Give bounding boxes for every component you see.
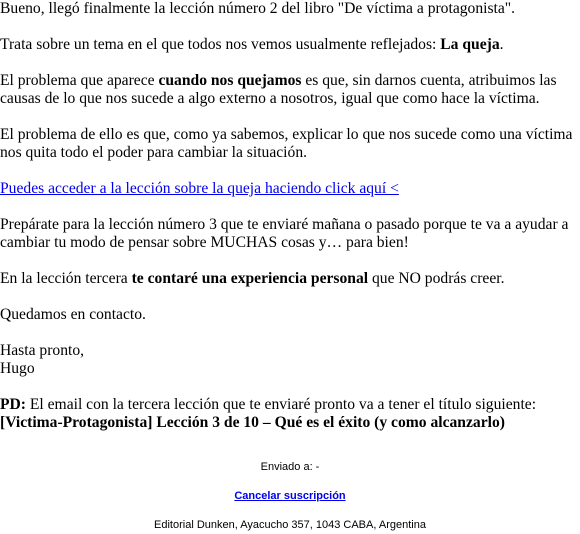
paragraph-topic-end: .	[499, 36, 504, 53]
sent-to-text: Enviado a: -	[260, 461, 320, 473]
signoff-block	[0, 342, 578, 378]
unsubscribe-row	[0, 490, 580, 503]
signoff: Hasta pronto,	[0, 342, 85, 359]
postscript	[0, 396, 578, 432]
paragraph-problem-end: es que, sin darnos cuenta, atribuimos las causas de lo que nos sucede a algo externo a nosotros, igual que como hace la víctima.	[0, 72, 557, 107]
next-subject: [Victima-Protagonista] Lección 3 de 10 – Qué es el éxito (y como alcanzarlo)	[0, 414, 505, 431]
sender-address: Editorial Dunken, Ayacucho 357, 1043 CABA, Argentina	[154, 519, 426, 531]
postscript-text: El email con la tercera lección que te enviaré pronto va a tener el título siguiente:	[25, 396, 537, 413]
paragraph-problem-start: El problema que aparece	[0, 72, 159, 89]
paragraph-topic-text: Trata sobre un tema en el que todos nos vemos usualmente reflejados:	[0, 36, 441, 53]
unsubscribe-link[interactable]: Cancelar suscripción	[234, 490, 346, 502]
paragraph-link	[0, 180, 578, 198]
problem-bold: cuando nos quejamos	[158, 72, 302, 89]
signature: Hugo	[0, 360, 35, 377]
paragraph-experience	[0, 270, 578, 288]
paragraph-experience-end: que NO podrás creer.	[368, 270, 505, 287]
experience-bold: te contaré una experiencia personal	[131, 270, 369, 287]
lesson-link[interactable]: Puedes acceder a la lección sobre la queja haciendo click aquí <	[0, 180, 399, 197]
paragraph-explanation: El problema de ello es que, como ya sabemos, explicar lo que nos sucede como una víctima nos quita todo el poder para cambiar la situación.	[0, 126, 573, 161]
paragraph-experience-start: En la lección tercera	[0, 270, 132, 287]
topic-bold: La queja	[440, 36, 500, 53]
paragraph-next-lesson: Prepárate para la lección número 3 que te enviaré mañana o pasado porque te va a ayudar a cambiar tu modo de pensar sobre MUCHAS cosas y… para bien!	[0, 216, 569, 251]
paragraph-problem	[0, 72, 578, 108]
paragraph-contact: Quedamos en contacto.	[0, 306, 146, 323]
postscript-label: PD:	[0, 396, 26, 413]
paragraph-topic	[0, 36, 578, 54]
paragraph-intro: Bueno, llegó finalmente la lección número 2 del libro "De víctima a protagonista".	[0, 0, 516, 17]
